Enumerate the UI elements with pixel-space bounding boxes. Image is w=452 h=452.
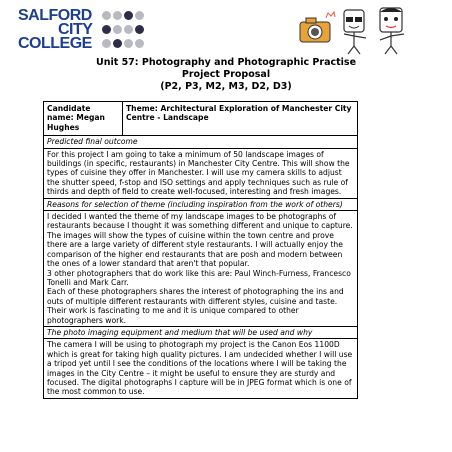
- logo-text-salford: SALFORD: [18, 7, 92, 24]
- unit-title: Unit 57: Photography and Photographic Practise: [95, 57, 357, 68]
- reasons-paragraph-3: Each of these photographers shares the interest of photographing the ins and outs of multiple different restaurants with different styles, cuisine and taste. Their work is fascinating to me and it is unique compared to other photographers work.: [47, 287, 344, 325]
- equipment-heading: The photo imaging equipment and medium that will be used and why: [44, 327, 357, 339]
- outcome-heading: Predicted final outcome: [44, 136, 357, 148]
- equipment-text: The camera I will be using to photograph my project is the Canon Eos 1100D which is great for taking high quality pictures. I am undecided whether I will use a tripod yet until I see the conditions of the locations where I will be taking the images in the City Centre – it might be useful to ensure they are sturdy and focused. The digital photographs I capture will be in JPEG format which is one of the most common to use.: [47, 340, 353, 397]
- mascot-left-icon: [344, 10, 366, 54]
- candidate-name-cell: Candidate name: Megan Hughes: [44, 102, 123, 135]
- proposal-title: Project Proposal: [181, 69, 271, 80]
- criteria-codes: (P2, P3, M2, M3, D2, D3): [160, 81, 292, 92]
- mascot-right-icon: [380, 8, 404, 54]
- logo-text-city: CITY: [58, 21, 93, 38]
- camera-mascots-illustration: [296, 4, 418, 56]
- camera-icon: [300, 12, 335, 42]
- reasons-paragraph-1: I decided I wanted the theme of my landscape images to be photographs of restaurants because I thought it was something different and unique to capture. The images will show the types of cuisine within the town centre and prove there are a large variety of different style restaurants. I will actually enjoy the comparison of the higher end restaurants that are posh and modern between the ones of a lower standard that aren't that popular.: [47, 212, 353, 269]
- reasons-text: [44, 211, 357, 327]
- logo-text-college: COLLEGE: [18, 35, 92, 52]
- logo-dots-row-2: [102, 25, 144, 34]
- theme-cell: Theme: Architectural Exploration of Manchester City Centre - Landscape: [126, 104, 352, 123]
- reasons-paragraph-2: 3 other photographers that do work like this are: Paul Winch-Furness, Francesco Tonelli and Mark Carr.: [47, 268, 351, 287]
- logo-dots-row-1: [102, 11, 144, 20]
- outcome-text: For this project I am going to take a minimum of 50 landscape images of buildings (in specific, restaurants) in Manchester City Centre. This will show the types of cuisine they offer in Manchester. I will use my camera skills to adjust the shutter speed, f-stop and ISO settings and apply techniques such as rule of thirds and depth of field to create well-focused, interesting and fresh images.: [44, 149, 357, 199]
- college-logo: [16, 8, 146, 52]
- logo-dots-row-3: [102, 39, 144, 48]
- reasons-heading: Reasons for selection of theme (including inspiration from the work of others): [44, 199, 357, 211]
- proposal-table: [43, 101, 358, 399]
- document-title: [0, 57, 452, 93]
- header-row: [44, 102, 357, 136]
